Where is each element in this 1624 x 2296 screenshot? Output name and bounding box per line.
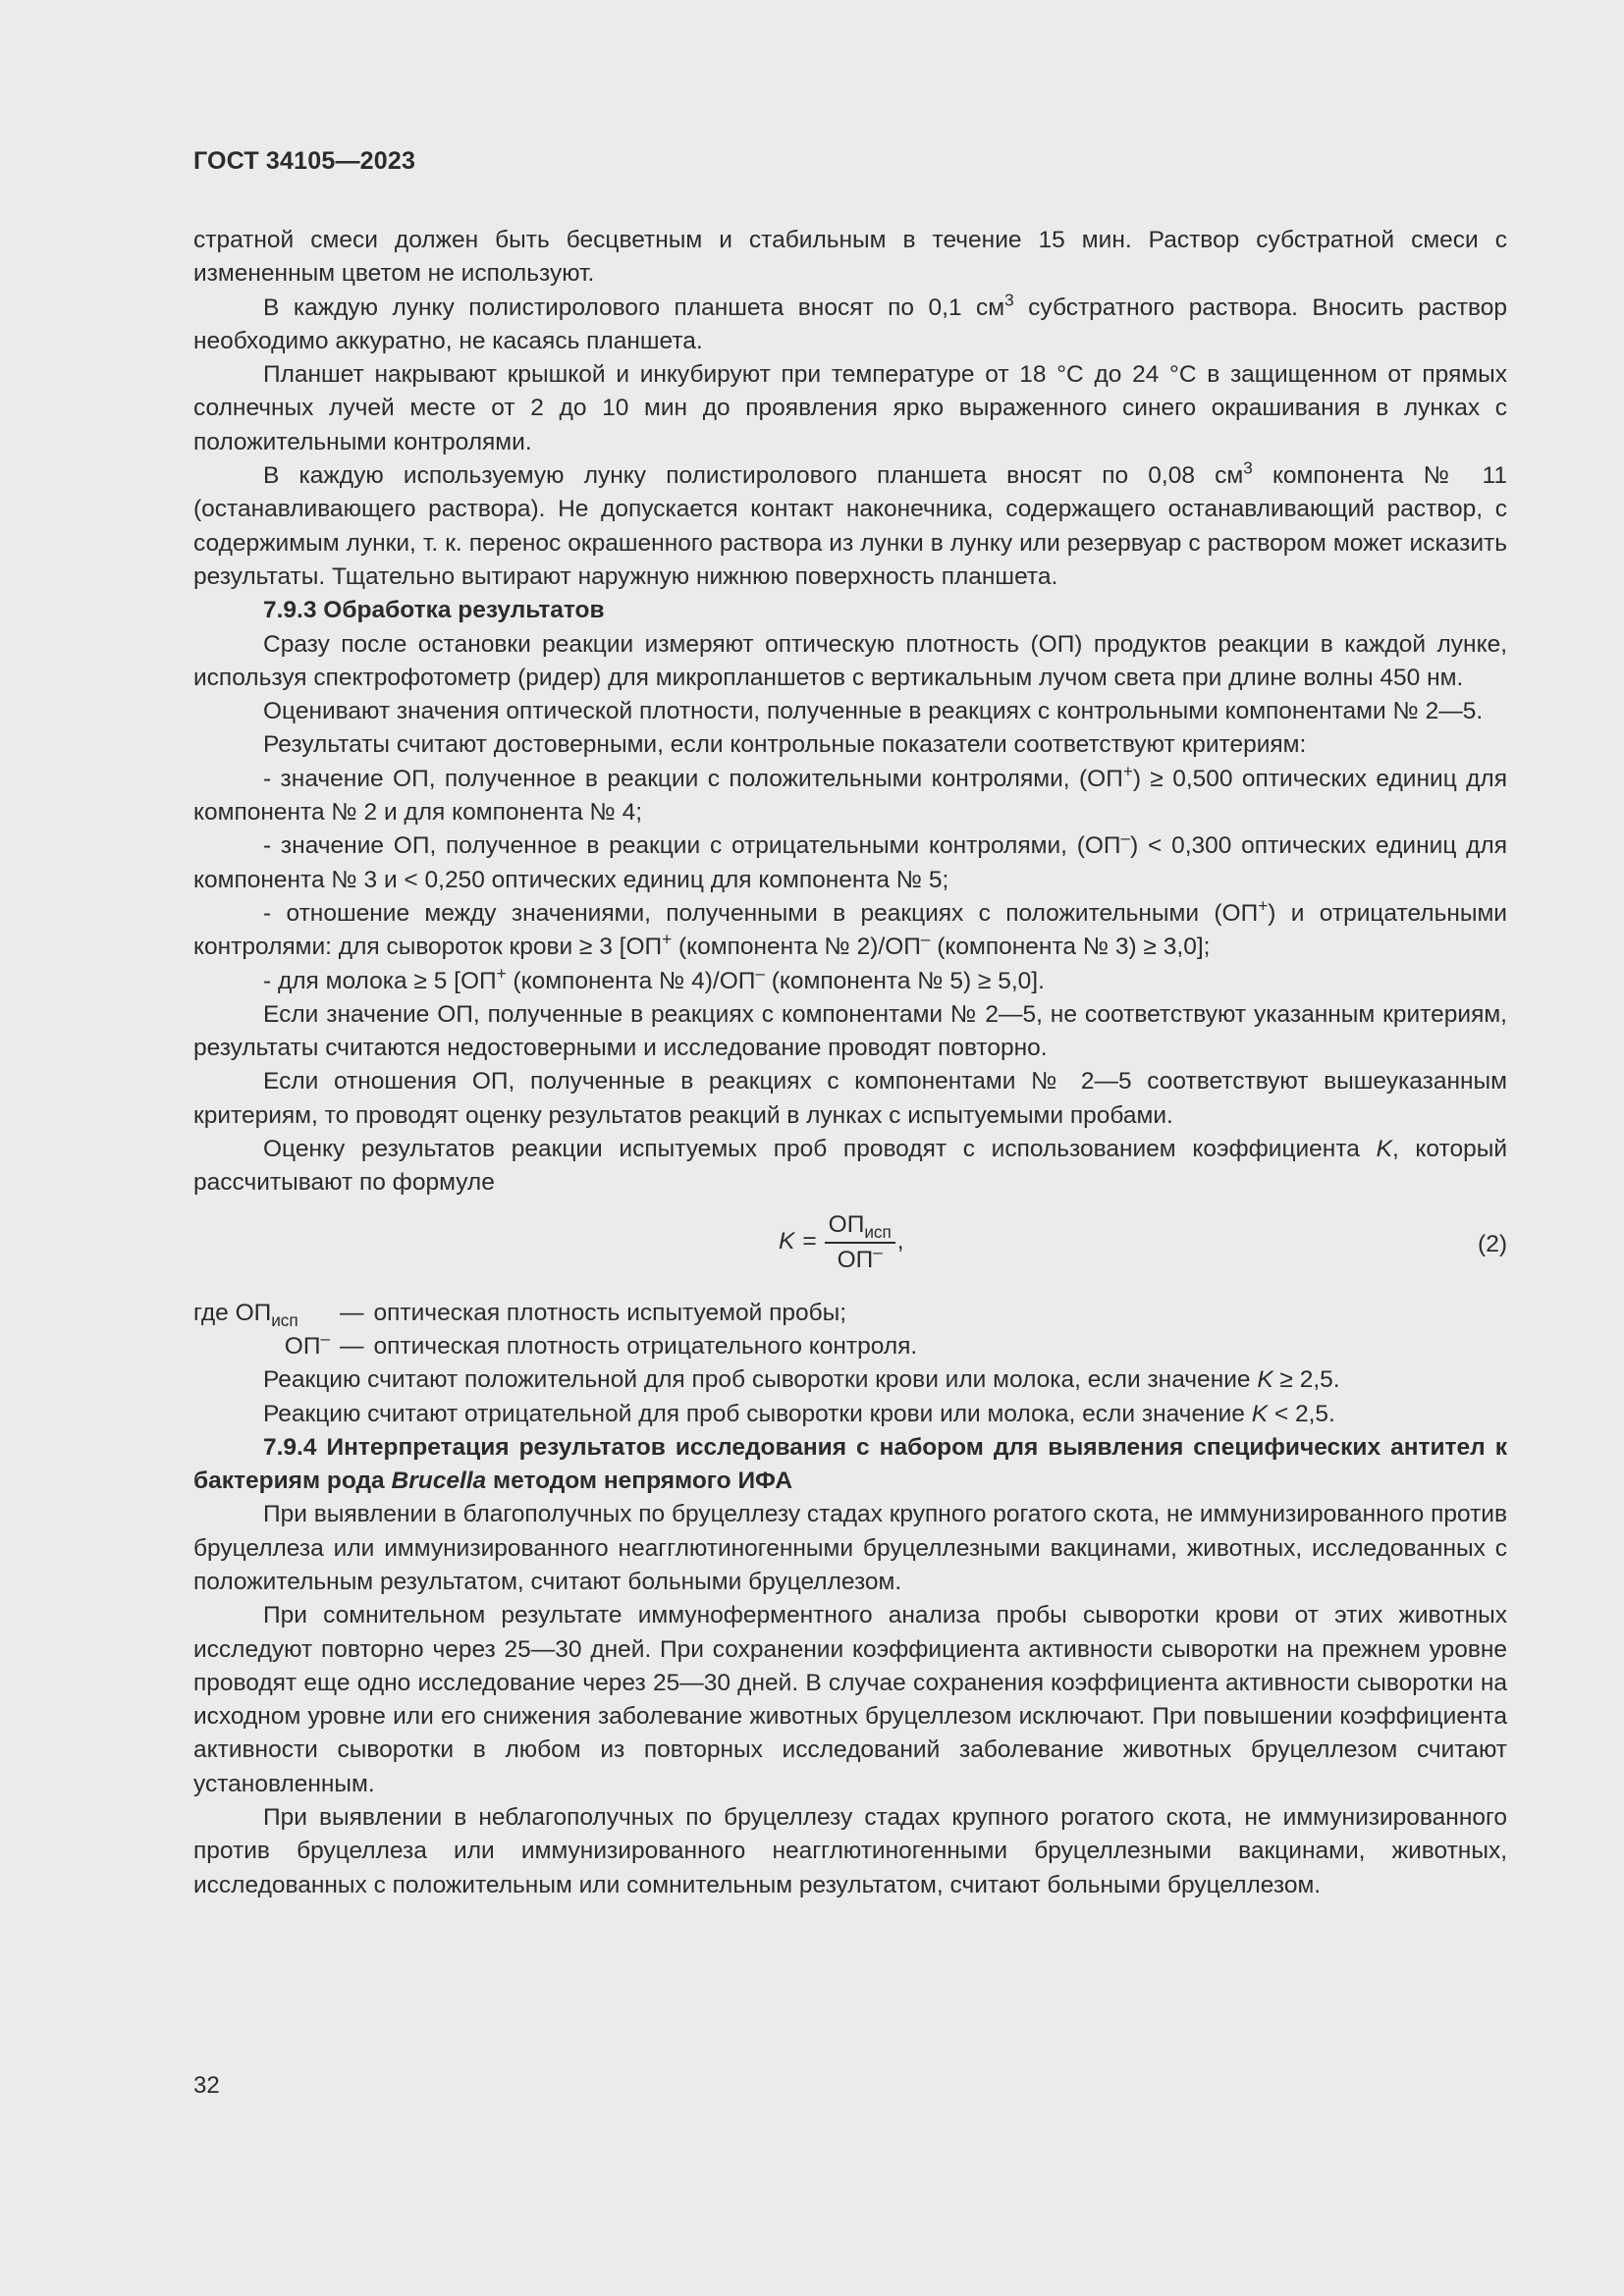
paragraph [193,1398,1507,1431]
text-run: - значение ОП, полученное в реакции с положительными контролями, (ОП [263,765,1123,792]
text-run: - отношение между значениями, полученными в реакциях с положительными (ОП [263,899,1259,927]
superscript: – [1120,828,1131,848]
paragraph: При сомнительном результате иммуноферментного анализа пробы сыворотки крови от этих животных исследуют повторно через 25—30 дней. При сохранении коэффициента активности сыворотки на прежнем уровне проводят еще одно исследование через 25—30 дней. В случае сохранения коэффициента активности сыворотки на исходном уровне или его снижения заболевание животных бруцеллезом исключают. При повышении коэффициента активности сыворотки в любом из повторных исследований заболевание животных бруцеллезом считают установленным. [193,1602,1507,1797]
paragraph: При выявлении в неблагополучных по бруцеллезу стадах крупного рогатого скота, не иммунизированного против бруцеллеза или иммунизированного неагглютиногенными бруцеллезными вакцинами, животных, исследованных с положительным или сомнительным результатом, считают больными бруцеллезом. [193,1804,1507,1898]
paragraph: Планшет накрывают крышкой и инкубируют при температуре от 18 °С до 24 °С в защищенном от прямых солнечных лучей месте от 2 до 10 мин до проявления ярко выраженного синего окрашивания в лунках с положительными контролями. [193,361,1507,455]
superscript: – [755,963,765,984]
text-run: ОП [284,1332,321,1360]
legend-text: оптическая плотность отрицательного контроля. [373,1332,918,1360]
text-run: где ОП [193,1299,272,1326]
text-run: < 2,5. [1268,1400,1335,1427]
text-run: В каждую лунку полистиролового планшета вносят по 0,1 см [263,294,1005,321]
legend-text: оптическая плотность испытуемой пробы; [373,1299,847,1326]
list-item [193,897,1507,965]
text-run: В каждую используемую лунку полистиролового планшета вносят по 0,08 см [263,462,1244,490]
formula-denominator [838,1244,883,1275]
list-item [193,965,1507,998]
text-run: (компонента № 3) ≥ 3,0]; [930,934,1211,961]
superscript: 3 [1243,457,1253,478]
text-run: (компонента № 4)/ОП [506,967,756,994]
legend-term [193,1297,330,1330]
text-run: - значение ОП, полученное в реакции с отрицательными контролями, (ОП [263,832,1121,860]
formula-lhs: K [779,1228,795,1255]
italic-symbol: K [1251,1400,1269,1427]
text-run: ) ≥ 0,500 оптических единиц для компонента № 2 и для компонента № 4; [193,765,1507,827]
superscript: – [873,1242,883,1262]
text-run: (компонента № 5) ≥ 5,0]. [764,967,1045,994]
superscript: – [320,1328,330,1349]
legend-term [193,1330,330,1363]
text-run: методом непрямого ИФА [486,1468,793,1495]
superscript: + [1122,761,1133,781]
section-heading-7-9-4 [193,1431,1507,1499]
text-run: Реакцию считают положительной для проб сыворотки крови или молока, если значение [263,1366,1258,1394]
text-run: компонента № 11 (останавливающего раствора). Не допускается контакт наконечника, содержащего останавливающий раствор, с содержимым лунки, т. к. перенос окрашенного раствора из лунки в лунку или резервуар с раствором может исказить результаты. Тщательно вытирают наружную нижнюю поверхность планшета. [193,462,1507,590]
paragraph: Если отношения ОП, полученные в реакциях с компонентами № 2—5 соответствуют вышеуказанным критериям, то проводят оценку результатов реакций в лунках с испытуемыми пробами. [193,1068,1507,1129]
paragraph [193,1363,1507,1397]
paragraph: Сразу после остановки реакции измеряют оптическую плотность (ОП) продуктов реакции в каждой лунке, используя спектрофотометр (ридер) для микропланшетов с вертикальным лучом света при длине волны 450 нм. [193,630,1507,691]
text-run: Реакцию считают отрицательной для проб сыворотки крови или молока, если значение [263,1400,1252,1427]
superscript: – [920,929,931,949]
list-item [193,829,1507,897]
text-run: , который рассчитывают по формуле [193,1136,1507,1197]
section-heading-7-9-3: 7.9.3 Обработка результатов [263,597,605,624]
formula-comma: , [896,1228,904,1255]
italic-symbol: K [1376,1136,1392,1163]
text-run: (компонента № 2)/ОП [672,934,921,961]
paragraph: Если значение ОП, полученные в реакциях с компонентами № 2—5, не соответствуют указанным критериям, результаты считаются недостоверными и исследование проводят повторно. [193,1000,1507,1062]
text-run: субстратного раствора. Вносить раствор необходимо аккуратно, не касаясь планшета. [193,294,1507,354]
superscript: 3 [1004,290,1014,310]
text-run: ) < 0,300 оптических единиц для компонента № 3 и < 0,250 оптических единиц для компонента № 5; [193,832,1507,893]
text-run: 7.9.4 Интерпретация результатов исследования с набором для выявления специфических антител к бактериям рода [193,1433,1507,1495]
legend-dash: — [340,1299,364,1326]
equation-number: (2) [1478,1230,1507,1257]
text-run: ) и отрицательными контролями: для сывороток крови ≥ 3 [ОП [193,899,1507,961]
text-run: ОП [837,1246,874,1273]
text-run: - для молока ≥ 5 [ОП [263,967,497,994]
paragraph: стратной смеси должен быть бесцветным и стабильным в течение 15 мин. Раствор субстратной смеси с измененным цветом не используют. [193,227,1507,288]
legend-dash: — [340,1332,364,1360]
superscript: + [662,929,673,949]
superscript: + [1258,895,1269,916]
formula [779,1210,904,1275]
formula-block [193,1206,1507,1295]
text-run: ≥ 2,5. [1272,1366,1340,1394]
superscript: + [496,963,507,984]
legend-row [193,1297,1507,1330]
subscript: исп [271,1309,298,1330]
subscript: исп [864,1221,892,1242]
italic-symbol: K [1257,1366,1273,1394]
document-code: ГОСТ 34105—2023 [193,147,416,175]
page-body [193,224,1507,1902]
page-number: 32 [193,2072,220,2099]
italic-text: Brucella [391,1468,487,1495]
paragraph: Оценивают значения оптической плотности, полученные в реакциях с контрольными компонентами № 2—5. [263,698,1484,725]
text-run: ОП [828,1210,865,1238]
formula-fraction [825,1210,895,1275]
paragraph [193,1133,1507,1201]
paragraph: При выявлении в благополучных по бруцеллезу стадах крупного рогатого скота, не иммунизированного против бруцеллеза или иммунизированного неагглютиногенными бруцеллезными вакцинами, животных, исследованных с положительным результатом, считают больными бруцеллезом. [193,1501,1507,1595]
formula-numerator [825,1210,895,1244]
formula-legend [193,1297,1507,1364]
legend-row [193,1330,1507,1363]
text-run: Оценку результатов реакции испытуемых проб проводят с использованием коэффициента [263,1136,1377,1163]
formula-equals: = [802,1228,817,1255]
paragraph [193,292,1507,359]
paragraph [193,459,1507,594]
list-item [193,763,1507,830]
paragraph: Результаты считают достоверными, если контрольные показатели соответствуют критериям: [263,731,1307,759]
